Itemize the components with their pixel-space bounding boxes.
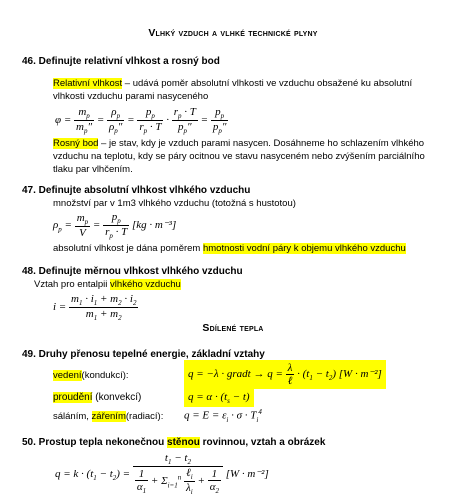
q46-dew-line2: vzduchu na teplotu, kdy se páry ocitnou ve stavu nasyceném nebo zvýšením parciálního [53, 151, 425, 162]
q50-heading: 50. Prostup tepla nekonečnou stěnou rovinnou, vztah a obrázek [22, 437, 326, 448]
q49-salani: sáláním, zářením(radiací): [53, 411, 164, 422]
q48-line1: Vztah pro entalpii vlhkého vzduchu [34, 279, 181, 290]
q46-rel-line2: vlhkosti vzduchu parami nasyceného [53, 91, 209, 102]
page-title: Vlhký vzduch a vlhké technické plyny [148, 27, 318, 39]
q46-dew-line1: Rosný bod – je stav, kdy je vzduch parami nasycen. Dosáhneme ho schlazením vlhkého [53, 138, 425, 149]
proudeni-term: proudění [53, 392, 93, 403]
q49-vedeni: vedení(kondukcí): [53, 370, 129, 381]
conduction-equation: q = −λ · gradt → q = $\frac{\lambda}{\text{ℓ}}$ · $(t_1 - t_2) [W \cdot m^{-2}]$ [184, 360, 386, 389]
vedeni-term: vedení [53, 370, 82, 381]
enthalpy-equation: i = $\frac{m_1 \cdot i_1 + m_2 \cdot i_2}{m_1 + m_2}$ [53, 293, 137, 323]
q47-line1: množství par v 1m3 vlhkého vzduchu (totožná s hustotou) [53, 198, 296, 209]
rel-humidity-equation: φ = $\frac{m_p}{m_p''}$ = $\frac{\rho_p}{\rho_p''}$ = $\frac{p_p}{r_p \cdot T}$ · $\frac{r_p \cdot T}{p_p''}$ = $\frac{p_p}{p_p''}$ [55, 106, 227, 136]
q48-highlight: vlhkého vzduchu [110, 279, 181, 290]
zareni-term: zářením [91, 411, 126, 422]
q48-heading: 48. Definujte měrnou vlhkost vlhkého vzduchu [22, 266, 243, 277]
convection-equation: $q = \alpha \cdot (t_s - t)$ [184, 389, 254, 407]
wall-transfer-equation: $q = k \cdot (t_1 - t_2)$ = $t_1 - t_2$ $\frac{1}{\alpha_1}$ + $\Sigma_{i=1}^n$ $\frac{\ell_i}{\lambda_i}$ + $\frac{1}{\alpha_2}$ [W · m⁻²] [55, 452, 269, 497]
radiation-equation: $q = E = \varepsilon_i \cdot \sigma \cdot T_i^4$ [184, 408, 262, 424]
q50-highlight: stěnou [167, 437, 200, 448]
q47-highlight: hmotnosti vodní páry k objemu vlhkého vzduchu [202, 243, 406, 254]
q46-rel-line1: Relativní vlhkost – udává poměr absolutní vlhkosti ve vzduchu obsažené ku absolutní [53, 78, 413, 89]
q49-proudeni: proudění (konvekcí) [53, 392, 142, 403]
q47-line2: absolutní vlhkost je dána poměrem hmotnosti vodní páry k objemu vlhkého vzduchu [53, 243, 406, 254]
abs-humidity-equation: $\rho_p$ = $\frac{m_p}{V}$ = $\frac{p_p}{r_p \cdot T}$ [kg · m⁻³] [53, 211, 177, 241]
q46-dew-line3: tlaku par vlhčením. [53, 164, 133, 175]
rel-term: Relativní vlhkost [53, 78, 123, 89]
q47-heading: 47. Definujte absolutní vlhkost vlhkého vzduchu [22, 185, 251, 196]
q46-heading: 46. Definujte relativní vlhkost a rosný bod [22, 56, 220, 67]
dew-term: Rosný bod [53, 138, 99, 149]
q49-heading: 49. Druhy přenosu tepelné energie, základní vztahy [22, 349, 265, 360]
section-title: Sdílené teplа [202, 322, 264, 334]
